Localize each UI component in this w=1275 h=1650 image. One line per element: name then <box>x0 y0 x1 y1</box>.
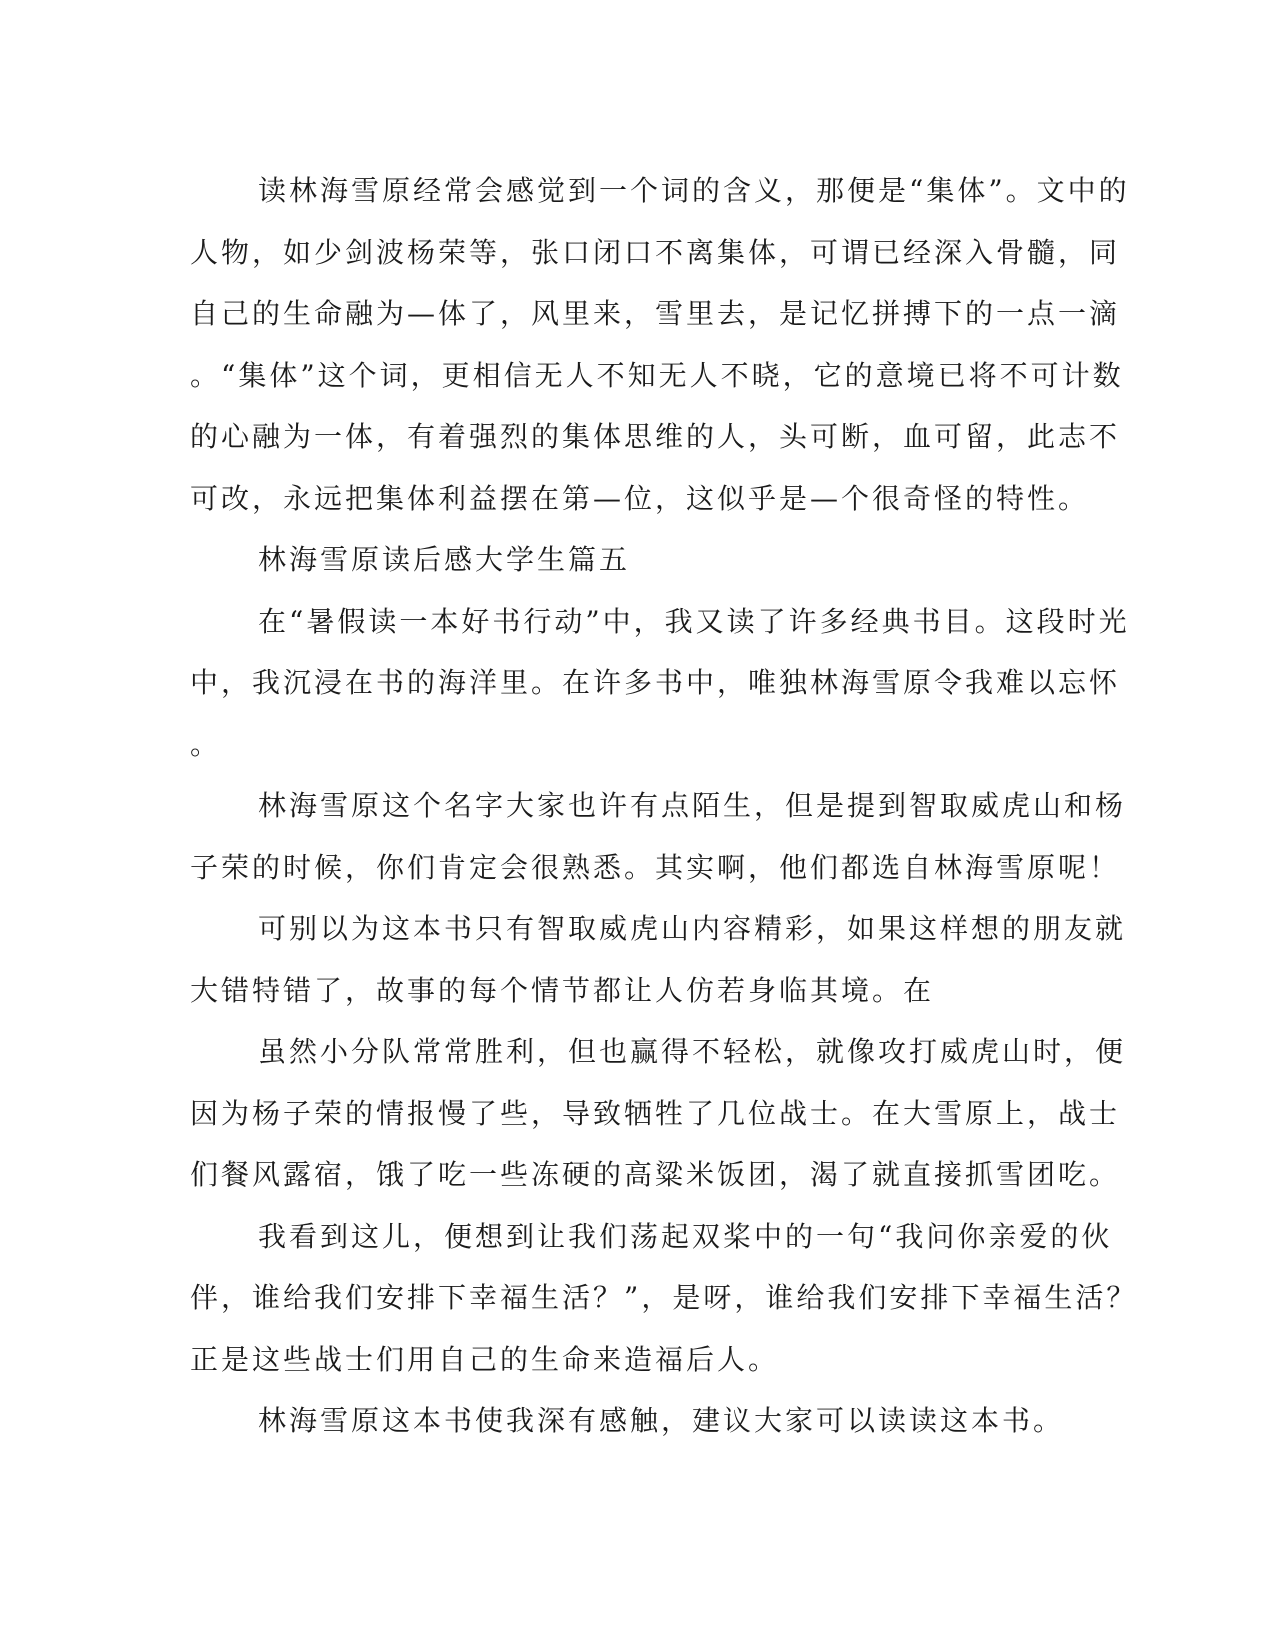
section-heading: 林海雪原读后感大学生篇五 <box>258 543 631 576</box>
text-line: 虽然小分队常常胜利，但也赢得不轻松，就像攻打威虎山时，便 <box>258 1035 1127 1068</box>
text-line: 大错特错了，故事的每个情节都让人仿若身临其境。在 <box>190 973 935 1007</box>
text-line: 。“集体”这个词，更相信无人不知无人不晓，它的意境已将不可计数 <box>190 358 1124 392</box>
text-line: 林海雪原这个名字大家也许有点陌生，但是提到智取威虎山和杨 <box>258 789 1127 822</box>
text-line: 林海雪原这本书使我深有感触，建议大家可以读读这本书。 <box>258 1404 1065 1437</box>
text-line: 伴，谁给我们安排下幸福生活？”，是呀，谁给我们安排下幸福生活？ <box>190 1281 1138 1314</box>
text-line: 们餐风露宿，饿了吃一些冻硬的高粱米饭团，渴了就直接抓雪团吃。 <box>190 1158 1121 1191</box>
text-line: 读林海雪原经常会感觉到一个词的含义，那便是“集体”。文中的 <box>258 174 1130 207</box>
text-line: 人物，如少剑波杨荣等，张口闭口不离集体，可谓已经深入骨髓，同 <box>190 235 1121 269</box>
text-line: 子荣的时候，你们肯定会很熟悉。其实啊，他们都选自林海雪原呢！ <box>190 850 1121 884</box>
text-line: 正是这些战士们用自己的生命来造福后人。 <box>190 1342 780 1376</box>
body-text <box>190 160 1138 1452</box>
text-line: 因为杨子荣的情报慢了些，导致牺牲了几位战士。在大雪原上，战士 <box>190 1096 1121 1130</box>
text-line: 在“暑假读一本好书行动”中，我又读了许多经典书目。这段时光 <box>258 604 1130 638</box>
text-line: 的心融为一体，有着强烈的集体思维的人，头可断，血可留，此志不 <box>190 420 1121 453</box>
text-line: 自己的生命融为—体了，风里来，雪里去，是记忆拼搏下的一点一滴 <box>190 297 1121 330</box>
text-line: 可改，永远把集体利益摆在第—位，这似乎是—个很奇怪的特性。 <box>190 481 1090 515</box>
text-line: 中，我沉浸在书的海洋里。在许多书中，唯独林海雪原令我难以忘怀 <box>190 666 1121 699</box>
text-line: 可别以为这本书只有智取威虎山内容精彩，如果这样想的朋友就 <box>258 912 1127 945</box>
text-line: 我看到这儿，便想到让我们荡起双桨中的一句“我问你亲爱的伙 <box>258 1219 1113 1253</box>
text-line: 。 <box>190 727 222 761</box>
